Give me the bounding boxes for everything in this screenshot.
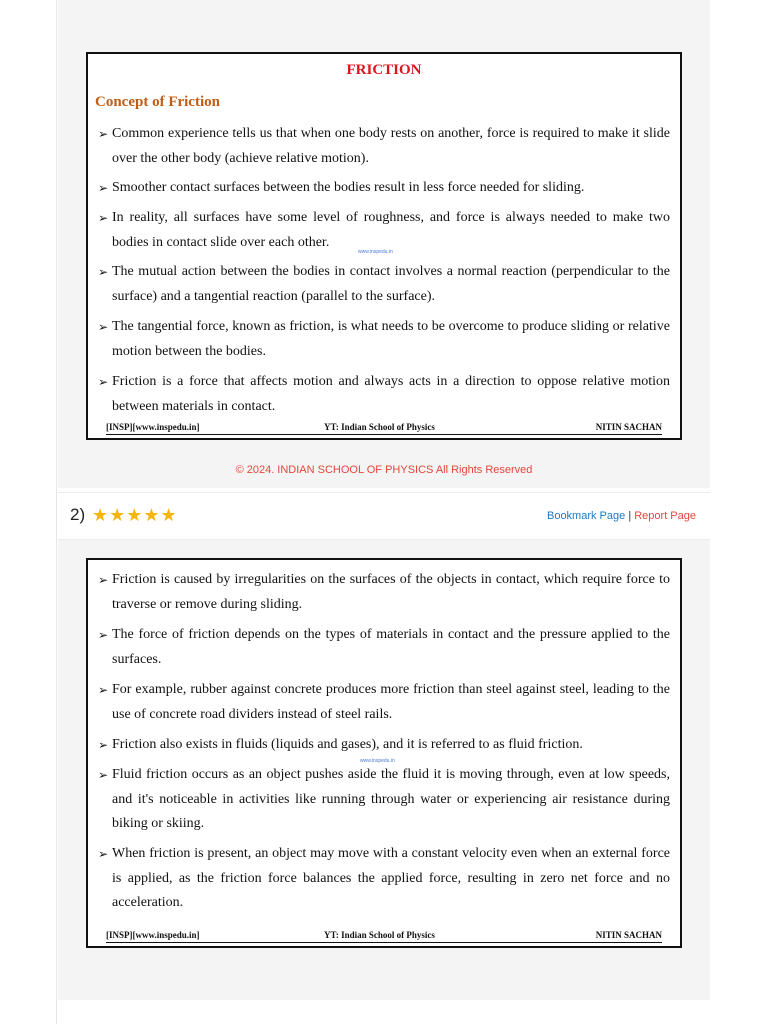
bullet-item: ➢ When friction is present, an object may move with a constant velocity even when an external force is applied, as the friction force balances the applied force, resulting in zero net force and no acceleration.	[98, 842, 670, 916]
bullet-arrow-icon: ➢	[98, 211, 109, 225]
watermark: www.inspedu.in	[360, 758, 395, 764]
bullet-arrow-icon: ➢	[98, 768, 109, 782]
footer-channel: YT: Indian School of Physics	[324, 422, 435, 432]
bullet-arrow-icon: ➢	[98, 265, 109, 279]
footer-rule	[106, 942, 662, 943]
bullet-arrow-icon: ➢	[98, 375, 109, 389]
link-separator: |	[628, 510, 632, 522]
bullet-item: ➢ The tangential force, known as friction, is what needs to be overcome to produce sliding or relative motion between the bodies.	[98, 315, 670, 364]
bullet-item: ➢ For example, rubber against concrete produces more friction than steel against steel, leading to the use of concrete road dividers instead of steel rails.	[98, 678, 670, 727]
bullet-arrow-icon: ➢	[98, 738, 109, 752]
bullet-item: ➢ The mutual action between the bodies in contact involves a normal reaction (perpendicular to the surface) and a tangential reaction (parallel to the surface).	[98, 260, 670, 309]
page-actions	[547, 510, 696, 522]
slide-2	[86, 558, 682, 948]
bullet-item: ➢ Fluid friction occurs as an object pushes aside the fluid it is moving through, even at low speeds, and it's noticeable in activities like running through water or experiencing air resistance during biking or skiing.	[98, 763, 670, 837]
footer-rule	[106, 434, 662, 435]
report-page-link[interactable]: Report Page	[634, 510, 696, 522]
bullet-item: ➢ Friction is a force that affects motion and always acts in a direction to oppose relative motion between materials in contact.	[98, 370, 670, 419]
bullet-item: ➢ Smoother contact surfaces between the bodies result in less force needed for sliding.	[98, 176, 670, 201]
bullet-item: ➢ The force of friction depends on the types of materials in contact and the pressure applied to the surfaces.	[98, 623, 670, 672]
watermark: www.inspedu.in	[358, 249, 393, 255]
bullet-arrow-icon: ➢	[98, 573, 109, 587]
footer-channel: YT: Indian School of Physics	[324, 930, 435, 940]
bookmark-page-link[interactable]: Bookmark Page	[546, 510, 626, 522]
slide-title: FRICTION	[346, 62, 422, 78]
bullet-arrow-icon: ➢	[98, 181, 109, 195]
bullet-arrow-icon: ➢	[98, 683, 109, 697]
footer-author: NITIN SACHAN	[595, 422, 662, 432]
bullet-arrow-icon: ➢	[98, 847, 109, 861]
bullet-arrow-icon: ➢	[98, 628, 109, 642]
bullet-item: ➢ In reality, all surfaces have some level of roughness, and force is always needed to make two bodies in contact slide over each other.	[98, 206, 670, 255]
section-heading: Concept of Friction	[95, 94, 220, 110]
footer-author: NITIN SACHAN	[595, 930, 662, 940]
bullet-arrow-icon: ➢	[98, 320, 109, 334]
page-number: 2)	[70, 505, 86, 524]
bullet-item: ➢ Common experience tells us that when one body rests on another, force is required to make it slide over the other body (achieve relative motion).	[98, 122, 670, 171]
footer-website: [INSP][www.inspedu.in]	[106, 930, 200, 940]
bullet-item: ➢ Friction also exists in fluids (liquids and gases), and it is referred to as fluid friction.	[98, 733, 670, 758]
copyright-text: © 2024. INDIAN SCHOOL OF PHYSICS All Rights Reserved	[235, 464, 533, 476]
bullet-item: ➢ Friction is caused by irregularities on the surfaces of the objects in contact, which require force to traverse or remove during sliding.	[98, 568, 670, 617]
page-toolbar	[58, 492, 710, 540]
bullet-arrow-icon: ➢	[98, 127, 109, 141]
star-rating-icon[interactable]: ★★★★★	[92, 505, 178, 525]
slide-1	[86, 52, 682, 440]
footer-website: [INSP][www.inspedu.in]	[106, 422, 200, 432]
left-divider	[56, 0, 57, 1024]
